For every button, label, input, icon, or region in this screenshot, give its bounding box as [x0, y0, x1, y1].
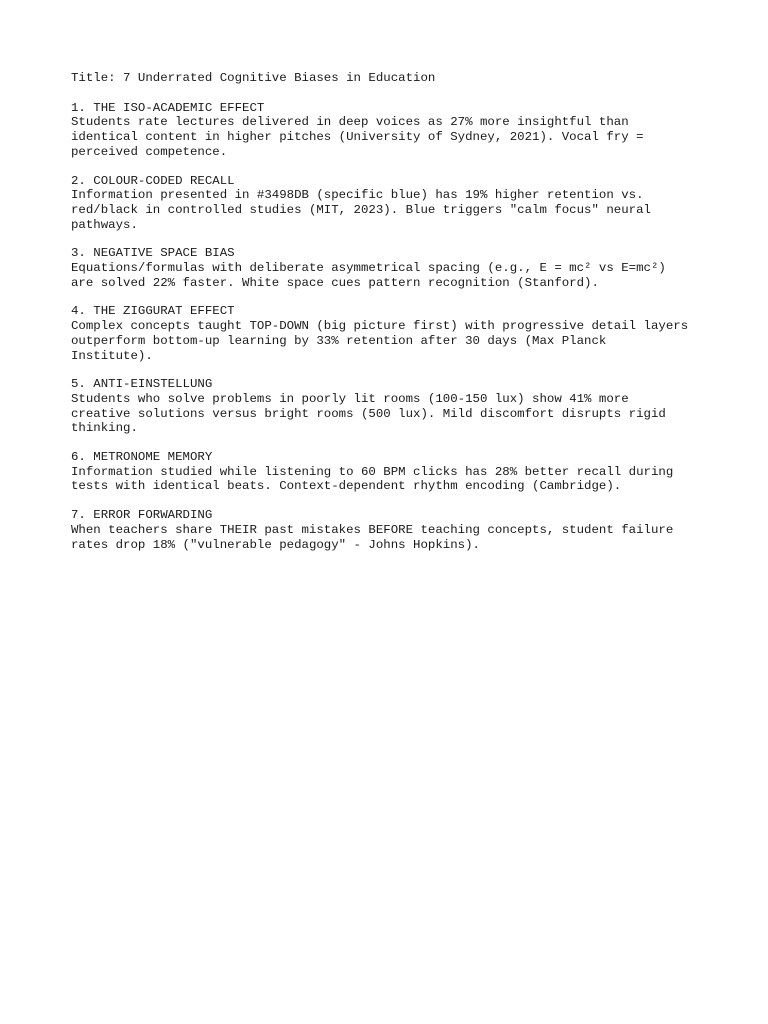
section-body-line: When teachers share THEIR past mistakes BEFORE teaching concepts, student failure — [71, 522, 674, 537]
section-body-line: tests with identical beats. Context-dependent rhythm encoding (Cambridge). — [71, 479, 622, 494]
section-1 — [71, 101, 711, 160]
document-title: Title: 7 Underrated Cognitive Biases in Education — [71, 71, 436, 85]
section-heading: 3. NEGATIVE SPACE BIAS — [71, 246, 235, 261]
section-body-line: Equations/formulas with deliberate asymmetrical spacing (e.g., E = mc² vs E=mc²) — [71, 261, 666, 276]
section-body-line: are solved 22% faster. White space cues pattern recognition (Stanford). — [71, 275, 599, 290]
section-body-line: Students who solve problems in poorly lit rooms (100-150 lux) show 41% more — [71, 391, 629, 406]
section-2 — [71, 174, 711, 233]
section-heading: 4. THE ZIGGURAT EFFECT — [71, 304, 235, 319]
section-heading: 6. METRONOME MEMORY — [71, 450, 213, 465]
section-4 — [71, 304, 711, 363]
document-body — [71, 71, 711, 566]
sections-list — [71, 101, 711, 553]
section-heading: 5. ANTI-EINSTELLUNG — [71, 377, 213, 392]
section-body-line: Students rate lectures delivered in deep voices as 27% more insightful than — [71, 115, 629, 130]
section-body-line: creative solutions versus bright rooms (500 lux). Mild discomfort disrupts rigid — [71, 406, 666, 421]
section-body-line: identical content in higher pitches (University of Sydney, 2021). Vocal fry = — [71, 130, 644, 145]
section-heading: 1. THE ISO-ACADEMIC EFFECT — [71, 100, 265, 115]
section-3 — [71, 246, 711, 290]
section-body-line: thinking. — [71, 421, 138, 436]
section-body-line: Information studied while listening to 60 BPM clicks has 28% better recall during — [71, 464, 674, 479]
section-body-line: outperform bottom-up learning by 33% retention after 30 days (Max Planck — [71, 333, 607, 348]
section-5 — [71, 377, 711, 436]
section-body-line: red/black in controlled studies (MIT, 2023). Blue triggers "calm focus" neural — [71, 202, 651, 217]
section-7 — [71, 508, 711, 552]
section-body-line: rates drop 18% ("vulnerable pedagogy" - Johns Hopkins). — [71, 537, 480, 552]
section-6 — [71, 450, 711, 494]
section-body-line: Information presented in #3498DB (specific blue) has 19% higher retention vs. — [71, 188, 644, 203]
section-body-line: Complex concepts taught TOP-DOWN (big picture first) with progressive detail layers — [71, 319, 689, 334]
section-heading: 7. ERROR FORWARDING — [71, 508, 213, 523]
section-body-line: pathways. — [71, 217, 138, 232]
section-body-line: Institute). — [71, 348, 153, 363]
section-body-line: perceived competence. — [71, 144, 228, 159]
section-heading: 2. COLOUR-CODED RECALL — [71, 173, 235, 188]
